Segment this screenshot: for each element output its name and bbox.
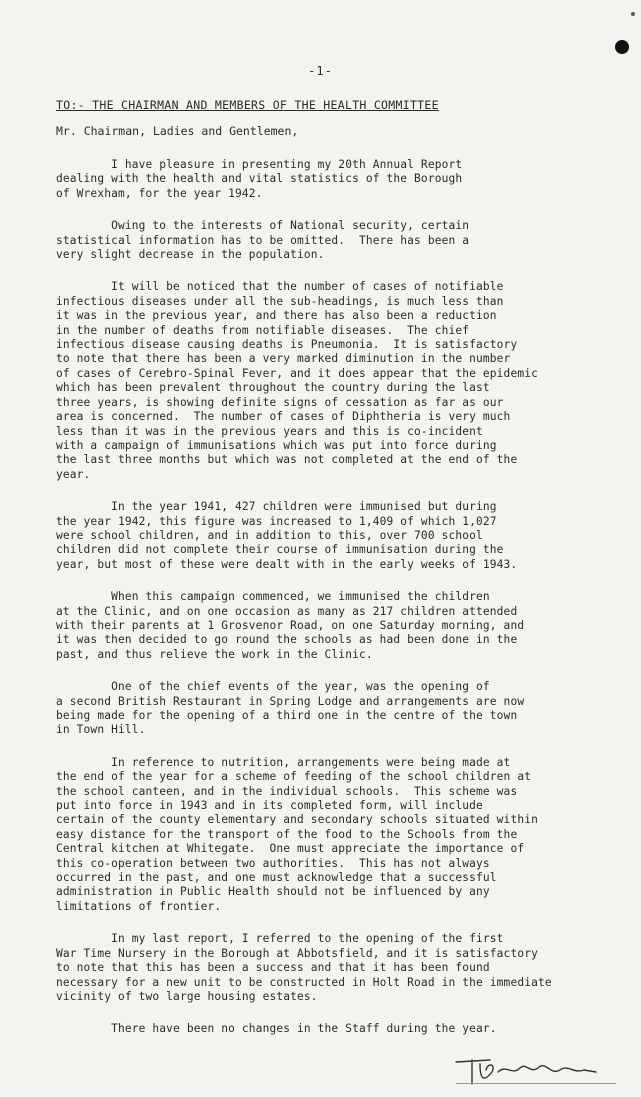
text-line: certain of the county elementary and secondary schools situated within bbox=[56, 813, 538, 827]
text-line: with their parents at 1 Grosvenor Road, on one Saturday morning, and bbox=[56, 618, 525, 632]
text-line: In reference to nutrition, arrangements were being made at bbox=[56, 755, 511, 769]
text-line: of Wrexham, for the year 1942. bbox=[56, 186, 263, 200]
text-line: put into force in 1943 and in its completed form, will include bbox=[56, 799, 483, 813]
handwritten-signature bbox=[450, 1050, 600, 1090]
paragraph bbox=[56, 756, 616, 914]
paragraph bbox=[56, 219, 616, 262]
text-line: One of the chief events of the year, was the opening of bbox=[56, 680, 490, 694]
text-line: the end of the year for a scheme of feeding of the school children at bbox=[56, 770, 532, 784]
text-line: it was then decided to go round the schools as had been done in the bbox=[56, 633, 518, 647]
text-line: dealing with the health and vital statistics of the Borough bbox=[56, 172, 463, 186]
text-line: at the Clinic, and on one occasion as many as 217 children attended bbox=[56, 604, 518, 618]
text-line: statistical information has to be omitted. There has been a bbox=[56, 233, 470, 247]
text-line: There have been no changes in the Staff during the year. bbox=[56, 1022, 497, 1036]
paragraph bbox=[56, 590, 616, 662]
paragraph bbox=[56, 1022, 616, 1036]
text-line: necessary for a new unit to be constructed in Holt Road in the immediate bbox=[56, 975, 552, 989]
text-line: were school children, and in addition to this, over 700 school bbox=[56, 528, 483, 542]
text-line: it was in the previous year, and there has also been a reduction bbox=[56, 309, 497, 323]
text-line: a second British Restaurant in Spring Lodge and arrangements are now bbox=[56, 694, 525, 708]
text-line: Central kitchen at Whitegate. One must appreciate the importance of bbox=[56, 842, 525, 856]
text-line: very slight decrease in the population. bbox=[56, 248, 325, 262]
report-body bbox=[56, 158, 616, 1055]
paragraph bbox=[56, 932, 616, 1004]
text-line: being made for the opening of a third one in the centre of the town bbox=[56, 709, 518, 722]
text-line: It will be noticed that the number of cases of notifiable bbox=[56, 280, 504, 294]
text-line: infectious diseases under all the sub-headings, is much less than bbox=[56, 294, 504, 308]
paragraph bbox=[56, 680, 616, 738]
text-line: In my last report, I referred to the opening of the first bbox=[56, 932, 504, 946]
text-line: War Time Nursery in the Borough at Abbotsfield, and it is satisfactory bbox=[56, 946, 538, 960]
text-line: three years, is showing definite signs of cessation as far as our bbox=[56, 395, 504, 409]
text-line: to note that there has been a very marked diminution in the number bbox=[56, 352, 511, 366]
text-line: I have pleasure in presenting my 20th Annual Report bbox=[56, 158, 463, 171]
text-line: in Town Hill. bbox=[56, 723, 146, 737]
text-line: past, and thus relieve the work in the Clinic. bbox=[56, 647, 373, 661]
text-line: administration in Public Health should not be influenced by any bbox=[56, 885, 490, 899]
text-line: this co-operation between two authorities. This has not always bbox=[56, 856, 490, 870]
text-line: occurred in the past, and one must acknowledge that a successful bbox=[56, 871, 497, 885]
signature-underline bbox=[456, 1083, 616, 1084]
text-line: to note that this has been a success and that it has been found bbox=[56, 961, 490, 975]
paragraph bbox=[56, 500, 616, 572]
text-line: the school canteen, and in the individual schools. This scheme was bbox=[56, 784, 518, 798]
text-line: in the number of deaths from notifiable diseases. The chief bbox=[56, 323, 470, 337]
report-heading: TO:- THE CHAIRMAN AND MEMBERS OF THE HEALTH COMMITTEE bbox=[56, 98, 439, 112]
text-line: In the year 1941, 427 children were immunised but during bbox=[56, 500, 497, 514]
text-line: vicinity of two large housing estates. bbox=[56, 989, 318, 1003]
paragraph bbox=[56, 158, 616, 201]
text-line: children did not complete their course of immunisation during the bbox=[56, 543, 504, 557]
text-line: year, but most of these were dealt with in the early weeks of 1943. bbox=[56, 557, 518, 571]
text-line: the last three months but which was not completed at the end of the bbox=[56, 453, 518, 467]
text-line: with a campaign of immunisations which was put into force during bbox=[56, 438, 497, 452]
text-line: Owing to the interests of National security, certain bbox=[56, 219, 470, 233]
text-line: less than it was in the previous years and this is co-incident bbox=[56, 424, 483, 438]
text-line: of cases of Cerebro-Spinal Fever, and it does appear that the epidemic bbox=[56, 366, 538, 380]
ink-speck bbox=[631, 12, 635, 16]
text-line: area is concerned. The number of cases of Diphtheria is very much bbox=[56, 410, 511, 424]
text-line: limitations of frontier. bbox=[56, 899, 222, 913]
salutation: Mr. Chairman, Ladies and Gentlemen, bbox=[56, 124, 299, 138]
text-line: easy distance for the transport of the food to the Schools from the bbox=[56, 827, 518, 841]
page-number: -1- bbox=[308, 64, 333, 78]
paragraph bbox=[56, 280, 616, 482]
text-line: the year 1942, this figure was increased to 1,409 of which 1,027 bbox=[56, 514, 497, 528]
text-line: When this campaign commenced, we immunised the children bbox=[56, 590, 490, 604]
text-line: year. bbox=[56, 467, 91, 481]
text-line: infectious disease causing deaths is Pneumonia. It is satisfactory bbox=[56, 338, 518, 352]
text-line: which has been prevalent throughout the country during the last bbox=[56, 381, 490, 395]
binder-hole bbox=[615, 40, 629, 54]
